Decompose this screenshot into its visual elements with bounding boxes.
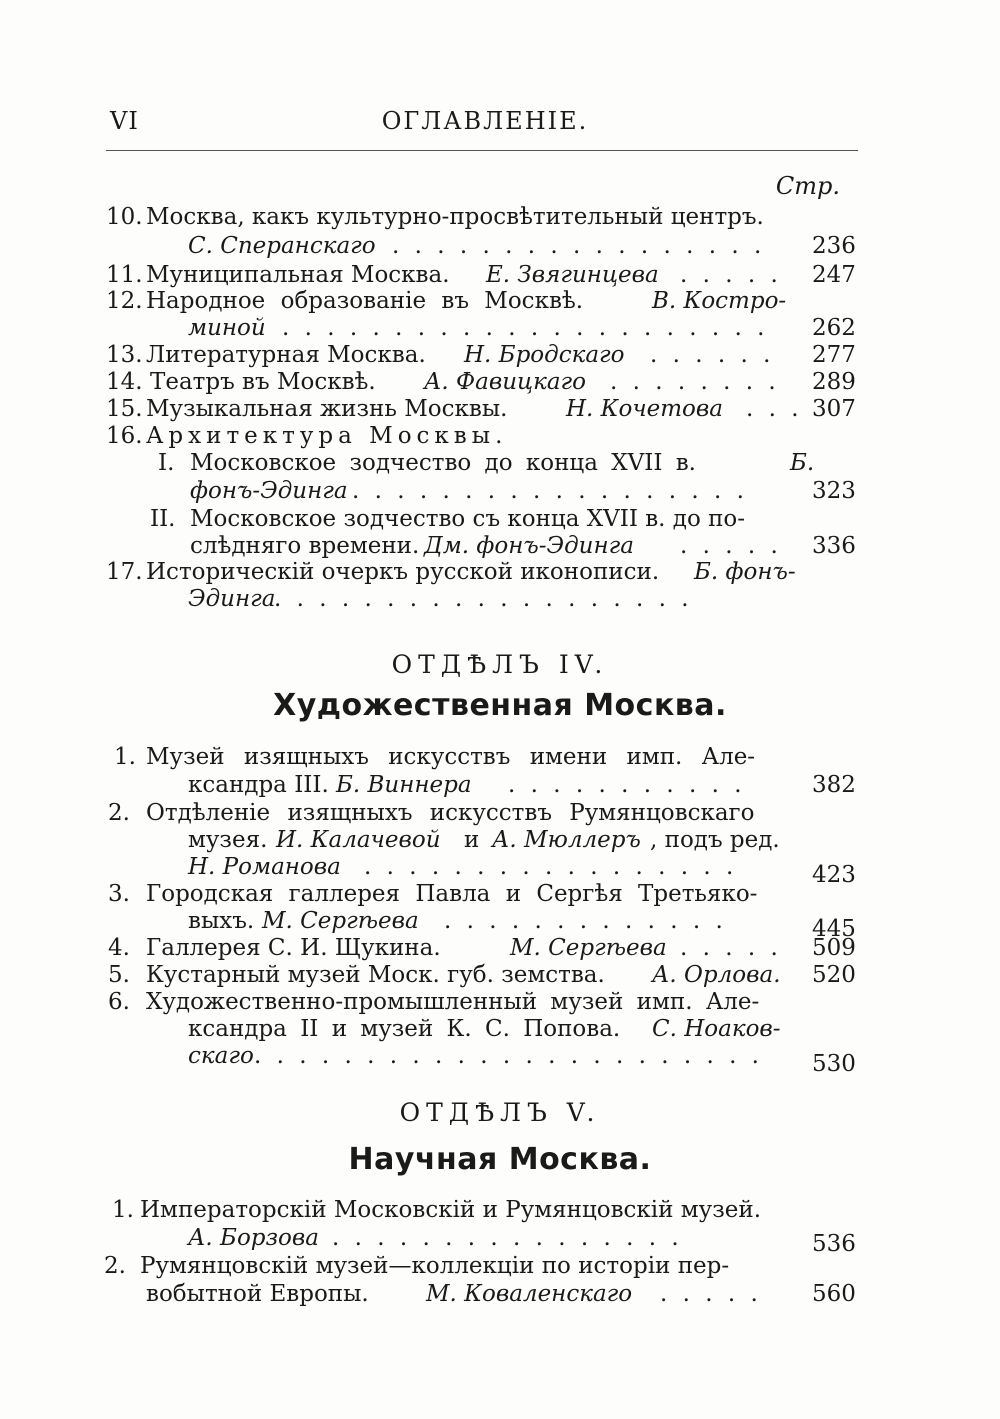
entry-page: 336 [812, 533, 856, 559]
entry-page: 289 [812, 369, 856, 395]
running-head: ОГЛАВЛЕНIЕ. [381, 107, 589, 135]
entry-title-cont: слѣдняго времени. [190, 533, 420, 559]
entry-page: 247 [812, 262, 856, 288]
entry-page: 307 [812, 396, 856, 422]
entry-title: Московское зодчество съ конца XVII в. до по- [190, 506, 746, 532]
entry-number: 15. [106, 396, 143, 422]
entry-page: 536 [812, 1231, 856, 1257]
entry-title: Муниципальная Москва. [146, 262, 450, 288]
entry-number: 1. [112, 1197, 134, 1223]
leader-dots: . . . . . . . . . . . . . . . . . [364, 854, 738, 880]
entry-title: Галлерея С. И. Щукина. [146, 935, 441, 961]
entry-author: А. Мюллеръ [492, 827, 641, 853]
entry-page: 262 [812, 315, 856, 341]
entry-number: 6. [108, 989, 130, 1015]
entry-title-cont: музея. [188, 827, 268, 853]
entry-title: Городская галлерея Павла и Сергѣя Третьяко- [146, 881, 758, 907]
leader-dots: . . . . . . . . . . . . . . . . . . . . . . [282, 315, 769, 341]
entry-author: Е. Звягинцева [486, 262, 659, 288]
leader-dots: . . . . . . . . . . . . . . . . . . . . . . . [254, 1043, 763, 1069]
subentry-number: I. [158, 450, 175, 476]
entry-author: скаго [188, 1043, 254, 1069]
page-header [110, 105, 860, 145]
entry-title: Румянцовскiй музей—коллекцiи по исторiи пер- [140, 1253, 730, 1279]
entry-title: Архитектура Москвы. [146, 423, 508, 449]
leader-dots: . . . . . . . . . . . . . . . . [332, 1225, 683, 1251]
leader-dots: . . . [746, 396, 803, 422]
entry-page: 560 [812, 1281, 856, 1307]
entry-number: 2. [108, 800, 130, 826]
entry-number: 13. [106, 342, 143, 368]
leader-dots: . . . . . [680, 262, 782, 288]
entry-author: И. Калачевой [276, 827, 441, 853]
entry-author: Н. Романова [188, 854, 341, 880]
entry-title: Историческiй очеркъ русской иконописи. [146, 559, 660, 585]
entry-title: Художественно-промышленный музей имп. Але- [146, 989, 760, 1015]
entry-number: 14. [106, 369, 143, 395]
leader-dots: . . . . . . . . [610, 369, 780, 395]
entry-page: 520 [812, 962, 856, 988]
entry-author: С. Ноаков- [652, 1016, 781, 1042]
entry-number: 2. [104, 1253, 126, 1279]
entry-title-cont: ксандра III. [188, 772, 329, 798]
entry-number: 16. [106, 423, 143, 449]
section-subtitle-part4: Художественная Москва. [273, 688, 727, 723]
entry-editor-note: , подъ ред. [650, 827, 780, 853]
entry-title: Музей изящныхъ искусствъ имени имп. Але- [146, 744, 756, 770]
entry-author: Б. фонъ- [694, 559, 796, 585]
entry-author: миной [188, 315, 266, 341]
entry-page: 277 [812, 342, 856, 368]
entry-author: А. Орлова. [652, 962, 781, 988]
entry-number: 10. [106, 204, 143, 230]
section-title-part4: ОТДѢЛЪ IV. [391, 650, 609, 679]
entry-title: Московское зодчество до конца XVII в. [190, 450, 696, 476]
entry-number: 3. [108, 881, 130, 907]
entry-number: 12. [106, 288, 143, 314]
section-subtitle-part5: Научная Москва. [348, 1142, 652, 1177]
page-column-label: Стр. [775, 172, 840, 200]
entry-author: В. Костро- [652, 288, 787, 314]
entry-author: Эдинга [188, 586, 276, 612]
leader-dots: . . . . . . . . . . . . . [444, 908, 727, 934]
entry-author: А. Фавицкаго [424, 369, 587, 395]
leader-dots: . . . . . [680, 935, 782, 961]
entry-title: Музыкальная жизнь Москвы. [146, 396, 508, 422]
entry-number: 1. [114, 744, 136, 770]
entry-page: 236 [812, 233, 856, 259]
section-title-part5: ОТДѢЛЪ V. [399, 1098, 601, 1127]
entry-title: Литературная Москва. [146, 342, 426, 368]
leader-dots: . . . . . . . . . . . . . . . . . . . [274, 586, 693, 612]
entry-author: Дм. фонъ-Эдинга [424, 533, 634, 559]
entry-author: Н. Кочетова [566, 396, 724, 422]
entry-author: Б. Виннера [336, 772, 472, 798]
entry-author: А. Борзова [188, 1225, 320, 1251]
entry-conjunction: и [464, 827, 480, 853]
entry-author: М. Коваленскаго [426, 1281, 633, 1307]
entry-title: Москва, какъ культурно-просвѣтительный центръ. [146, 204, 764, 230]
entry-title-cont: вобытной Европы. [146, 1281, 369, 1307]
leader-dots: . . . . . . . . . . . . . . . . . [392, 233, 766, 259]
entry-title-cont: ксандра II и музей К. С. Попова. [188, 1016, 621, 1042]
entry-author: С. Сперанскаго [188, 233, 376, 259]
leader-dots: . . . . . . . . . . . . . . . . . . [352, 478, 748, 504]
entry-number: 11. [106, 262, 143, 288]
leader-dots: . . . . . . . . . . . [508, 772, 746, 798]
entry-title: Кустарный музей Моск. губ. земства. [146, 962, 605, 988]
header-rule [106, 150, 858, 151]
leader-dots: . . . . . [660, 1281, 762, 1307]
entry-author: М. Сергѣева [510, 935, 667, 961]
subentry-number: II. [150, 506, 176, 532]
leader-dots: . . . . . . [650, 342, 775, 368]
entry-page: 423 [812, 862, 856, 888]
entry-number: 17. [106, 559, 143, 585]
entry-title-cont: выхъ. [188, 908, 255, 934]
entry-author: Н. Бродскаго [464, 342, 625, 368]
entry-number: 5. [108, 962, 130, 988]
entry-page: 382 [812, 772, 856, 798]
entry-author: фонъ-Эдинга [190, 478, 348, 504]
entry-title: Отдѣленiе изящныхъ искусствъ Румянцовскаго [146, 800, 755, 826]
entry-author: М. Сергѣева [262, 908, 419, 934]
entry-title: Театръ въ Москвѣ. [150, 369, 376, 395]
entry-page: 530 [812, 1051, 856, 1077]
entry-author: Б. [790, 450, 815, 476]
entry-title: Императорскiй Московскiй и Румянцовскiй музей. [140, 1197, 762, 1223]
entry-page: 509 [812, 935, 856, 961]
leader-dots: . . . . . [680, 533, 782, 559]
page-folio: VI [110, 107, 139, 135]
entry-page: 323 [812, 478, 856, 504]
entry-number: 4. [108, 935, 130, 961]
entry-page: 445 [812, 916, 856, 942]
entry-title: Народное образованiе въ Москвѣ. [146, 288, 584, 314]
